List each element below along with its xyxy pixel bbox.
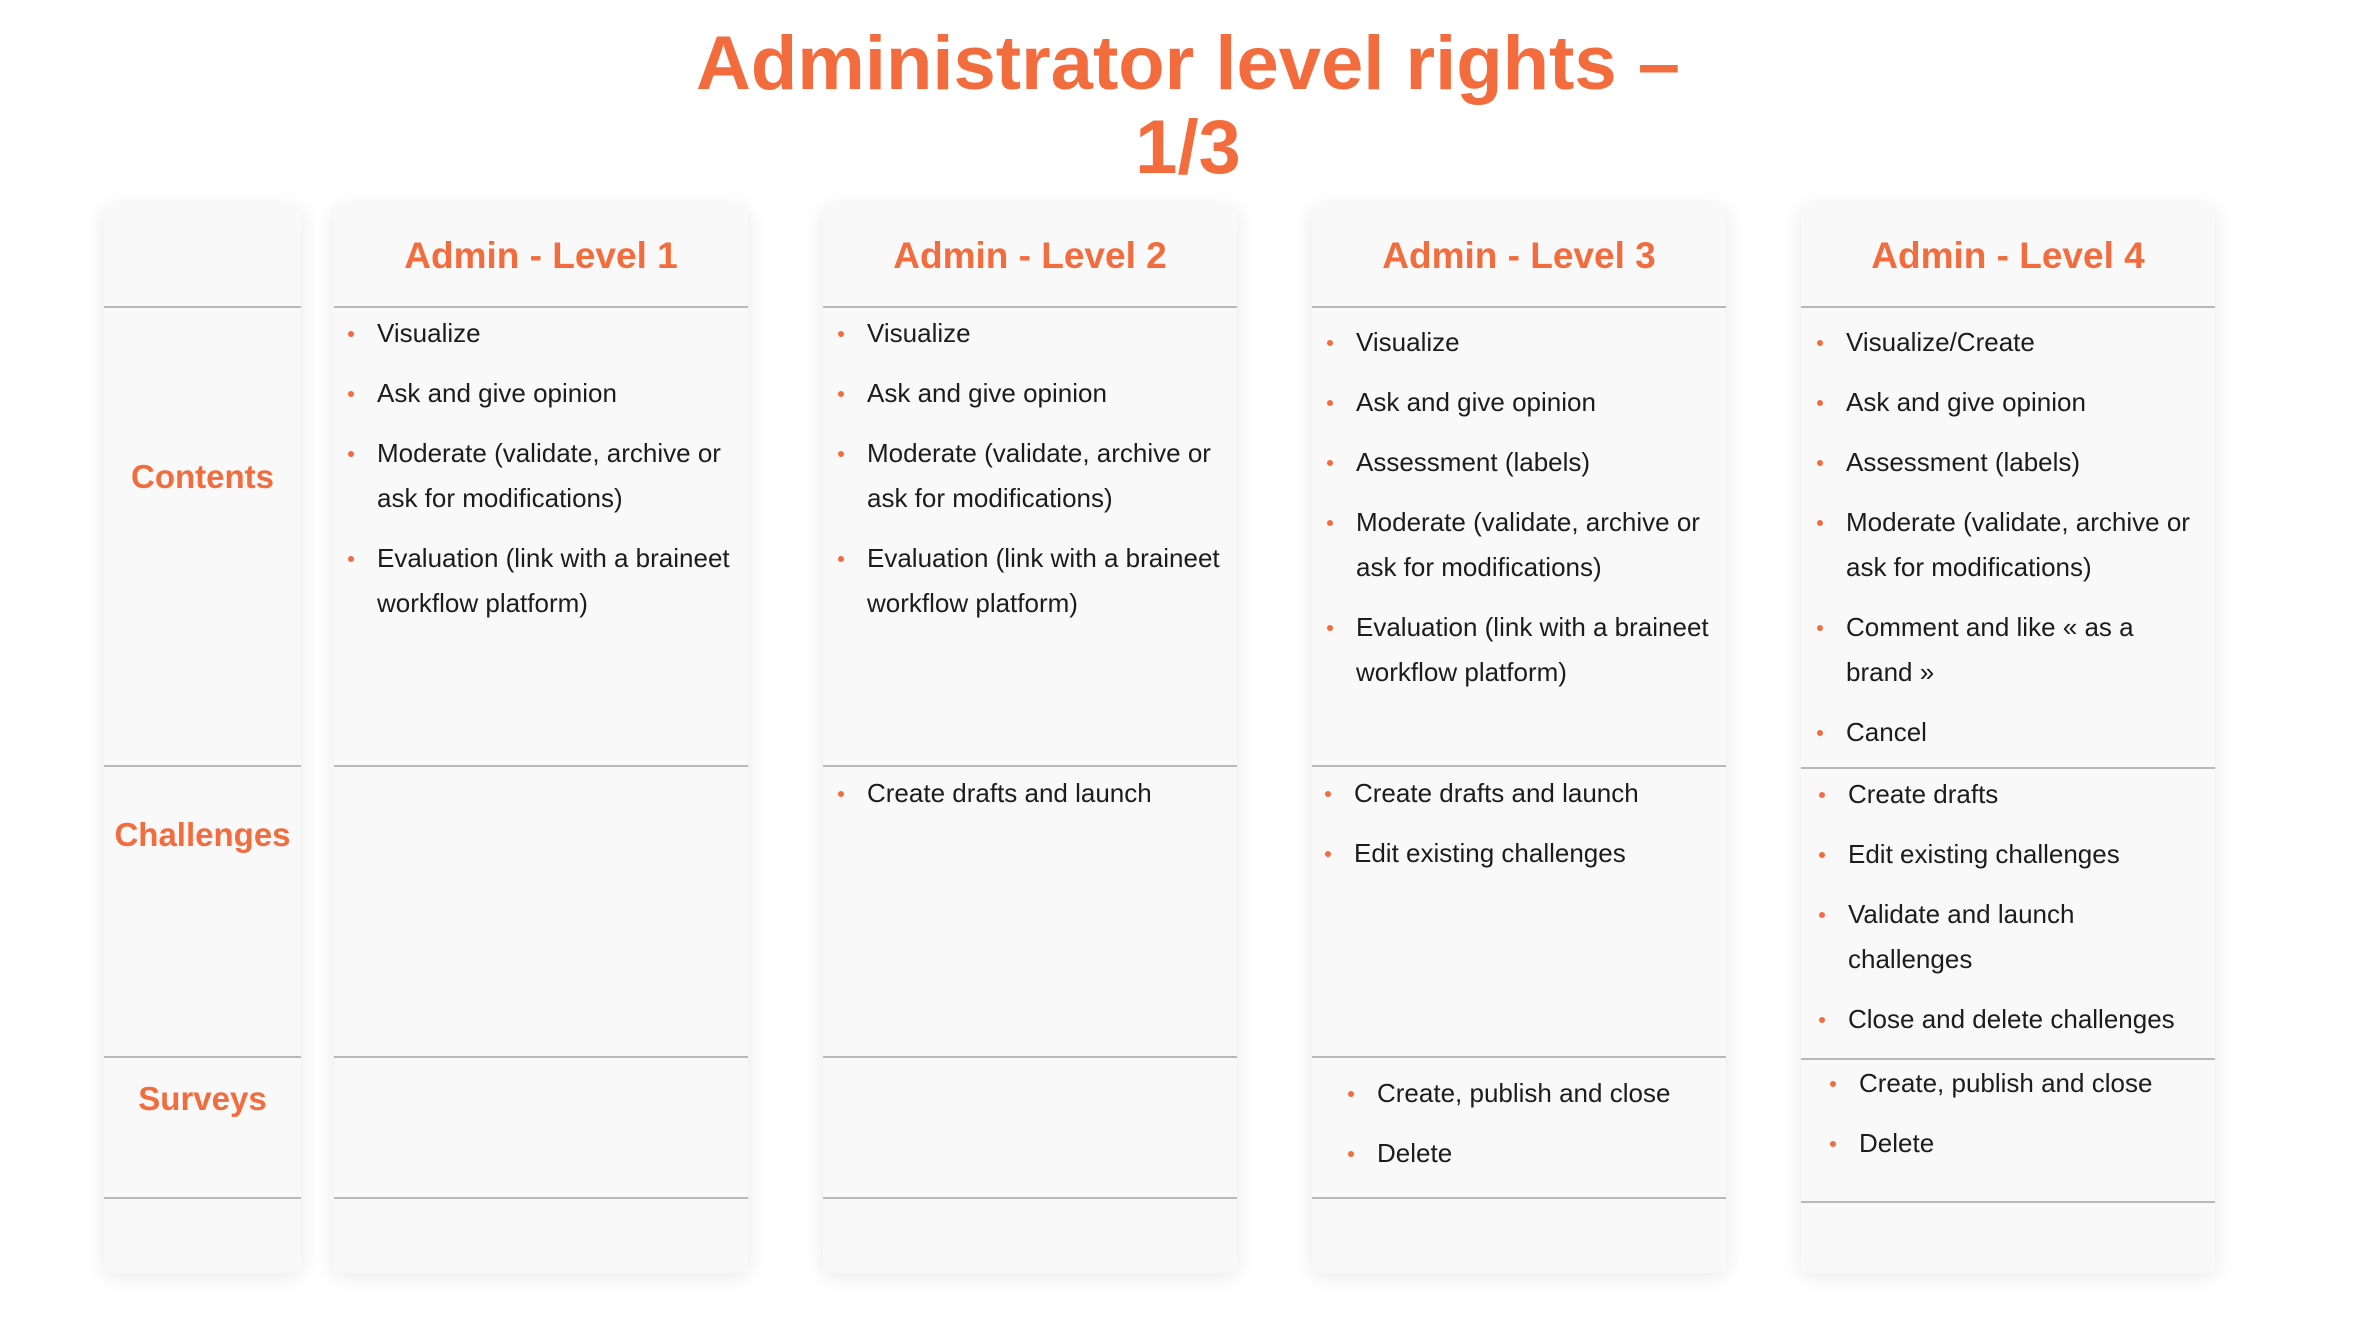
list-item: Ask and give opinion — [377, 371, 748, 416]
list-item: Validate and launch challenges — [1848, 892, 2215, 982]
divider — [104, 765, 301, 767]
slide-title-line-2: 1/3 — [1135, 105, 1241, 190]
list-item: Ask and give opinion — [1846, 380, 2215, 425]
surveys-list — [1801, 1061, 2215, 1166]
row-label-surveys: Surveys — [138, 1080, 267, 1117]
admin-level-2-contents — [823, 311, 1237, 641]
divider — [823, 765, 1237, 767]
divider — [334, 1197, 748, 1199]
admin-level-3-challenges — [1312, 771, 1726, 891]
divider — [823, 306, 1237, 308]
row-label-column — [104, 206, 301, 1273]
challenges-list — [1801, 772, 2215, 1042]
list-item: Assessment (labels) — [1356, 440, 1726, 485]
admin-level-1-header: Admin - Level 1 — [404, 235, 678, 276]
list-item: Create drafts — [1848, 772, 2215, 817]
list-item: Delete — [1859, 1121, 2215, 1166]
list-item: Ask and give opinion — [867, 371, 1237, 416]
contents-list — [334, 311, 748, 626]
list-item: Visualize — [867, 311, 1237, 356]
list-item: Create, publish and close — [1859, 1061, 2215, 1106]
list-item: Evaluation (link with a braineet workflow platform) — [1356, 605, 1726, 695]
contents-list — [1312, 320, 1726, 695]
list-item: Visualize/Create — [1846, 320, 2215, 365]
list-item: Delete — [1377, 1131, 1726, 1176]
admin-level-1-card — [334, 206, 748, 1273]
divider — [334, 765, 748, 767]
admin-level-4-card — [1801, 206, 2215, 1273]
challenges-list — [823, 771, 1237, 816]
surveys-list — [1312, 1071, 1726, 1176]
list-item: Create drafts and launch — [1354, 771, 1726, 816]
divider — [1312, 1056, 1726, 1058]
divider — [104, 306, 301, 308]
divider — [1312, 1197, 1726, 1199]
list-item: Close and delete challenges — [1848, 997, 2215, 1042]
list-item: Moderate (validate, archive or ask for modifications) — [1846, 500, 2215, 590]
list-item: Comment and like « as a brand » — [1846, 605, 2215, 695]
list-item: Visualize — [377, 311, 748, 356]
admin-level-1-contents — [334, 311, 748, 641]
admin-level-3-card — [1312, 206, 1726, 1273]
contents-list — [823, 311, 1237, 626]
admin-level-4-challenges — [1801, 772, 2215, 1057]
divider — [104, 1197, 301, 1199]
divider — [334, 306, 748, 308]
admin-level-3-contents — [1312, 320, 1726, 710]
list-item: Moderate (validate, archive or ask for modifications) — [1356, 500, 1726, 590]
contents-list — [1801, 320, 2215, 755]
admin-level-2-card — [823, 206, 1237, 1273]
admin-level-4-contents — [1801, 320, 2215, 770]
list-item: Visualize — [1356, 320, 1726, 365]
divider — [1312, 765, 1726, 767]
challenges-list — [1312, 771, 1726, 876]
list-item: Create, publish and close — [1377, 1071, 1726, 1116]
list-item: Ask and give opinion — [1356, 380, 1726, 425]
list-item: Moderate (validate, archive or ask for modifications) — [377, 431, 748, 521]
list-item: Cancel — [1846, 710, 2215, 755]
divider — [1801, 1058, 2215, 1060]
admin-level-3-header: Admin - Level 3 — [1382, 235, 1656, 276]
admin-level-2-challenges — [823, 771, 1237, 831]
admin-level-2-header: Admin - Level 2 — [893, 235, 1167, 276]
list-item: Create drafts and launch — [867, 771, 1237, 816]
admin-level-4-surveys — [1801, 1061, 2215, 1181]
slide-title — [0, 22, 2376, 190]
list-item: Edit existing challenges — [1354, 831, 1726, 876]
admin-level-3-surveys — [1312, 1071, 1726, 1191]
list-item: Edit existing challenges — [1848, 832, 2215, 877]
row-label-contents: Contents — [131, 458, 274, 495]
list-item: Evaluation (link with a braineet workflow platform) — [867, 536, 1237, 626]
divider — [1801, 306, 2215, 308]
list-item: Assessment (labels) — [1846, 440, 2215, 485]
divider — [104, 1056, 301, 1058]
divider — [1312, 306, 1726, 308]
row-label-challenges: Challenges — [114, 816, 291, 853]
slide-title-line-1: Administrator level rights – — [695, 21, 1681, 106]
list-item: Moderate (validate, archive or ask for modifications) — [867, 431, 1237, 521]
divider — [334, 1056, 748, 1058]
divider — [823, 1197, 1237, 1199]
list-item: Evaluation (link with a braineet workflow platform) — [377, 536, 748, 626]
admin-level-4-header: Admin - Level 4 — [1871, 235, 2145, 276]
divider — [823, 1056, 1237, 1058]
divider — [1801, 1201, 2215, 1203]
